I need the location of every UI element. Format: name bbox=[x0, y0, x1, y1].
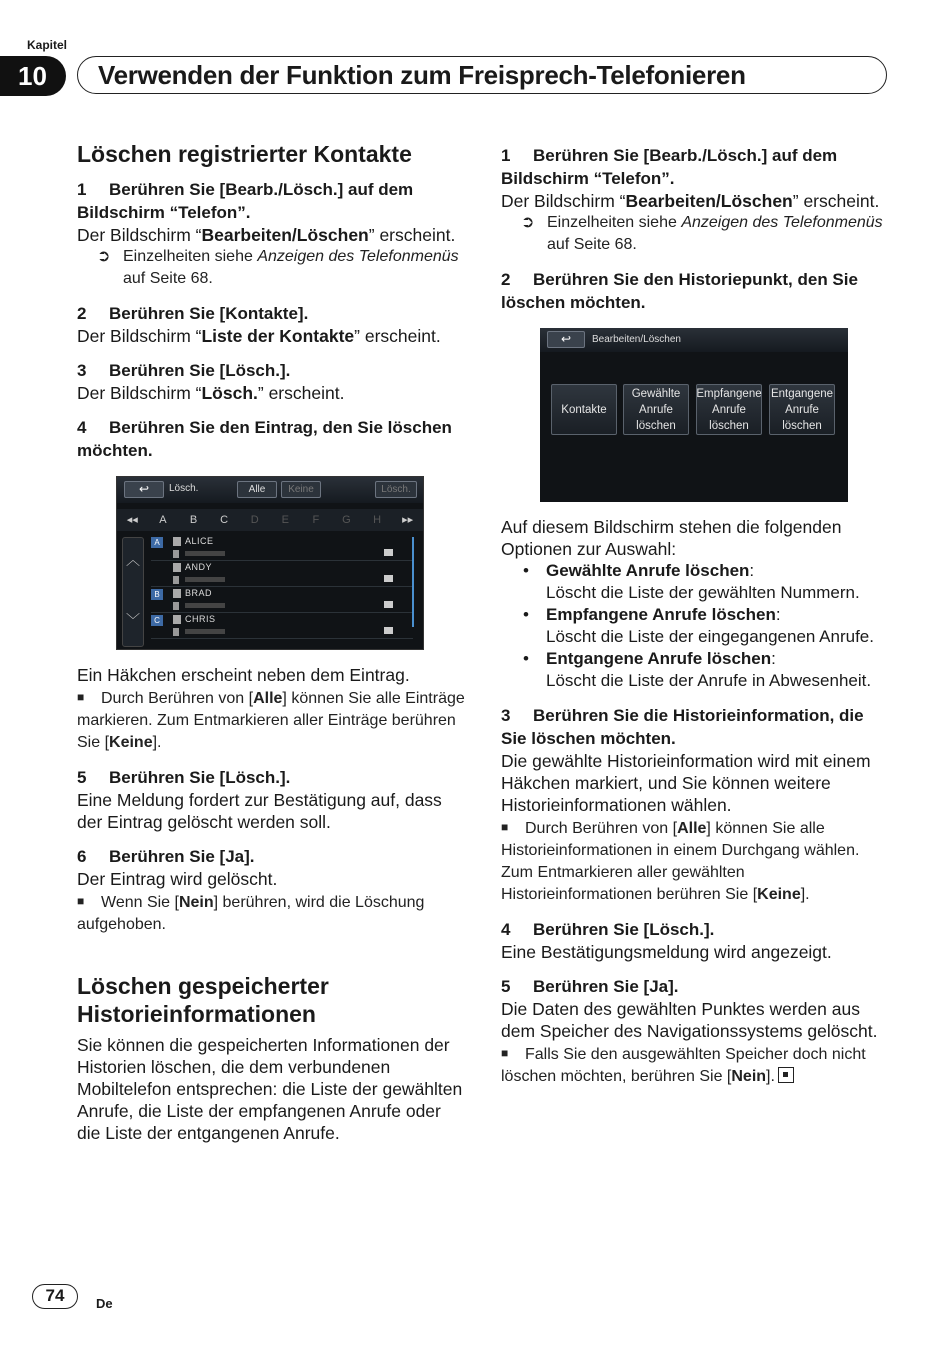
select-all-button: Alle bbox=[237, 481, 277, 498]
step-heading: 4 Berühren Sie den Eintrag, den Sie löschen möchten. bbox=[77, 418, 452, 460]
phone-icon bbox=[173, 550, 179, 558]
option-item: • Entgangene Anrufe löschen: bbox=[523, 649, 776, 668]
step-heading: 5 Berühren Sie [Ja]. bbox=[501, 977, 679, 996]
folder-icon bbox=[384, 601, 393, 608]
page-number: 74 bbox=[32, 1284, 78, 1309]
step-number: 1 bbox=[77, 180, 87, 199]
step-text: Der Bildschirm “Liste der Kontakte” erscheint. bbox=[77, 326, 441, 346]
person-icon bbox=[173, 615, 181, 624]
person-icon bbox=[173, 563, 181, 572]
list-item: ANDY bbox=[151, 561, 413, 587]
section-title-contacts: Löschen registrierter Kontakte bbox=[77, 141, 412, 167]
arrow-icon: ➲ bbox=[521, 214, 535, 231]
screen-toolbar bbox=[540, 328, 848, 352]
chapter-number-tab bbox=[0, 56, 66, 96]
end-mark-icon bbox=[778, 1067, 794, 1083]
section-text: Sie können die gespeicherten Informationen der Historien löschen, die dem verbundenen Mobiltelefon entsprechen: die Liste der gewählten Anrufe, die Liste der empfangenen Anrufe oder die Liste der entgangenen Anrufe. bbox=[77, 1035, 463, 1143]
step-heading: 4 Berühren Sie [Lösch.]. bbox=[501, 920, 715, 939]
square-bullet-icon: ■ bbox=[501, 820, 509, 834]
chapter-title: Verwenden der Funktion zum Freisprech-Telefonieren bbox=[98, 59, 746, 90]
result-text: Ein Häkchen erscheint neben dem Eintrag. bbox=[77, 665, 410, 685]
phone-icon bbox=[173, 628, 179, 636]
reference-note: ➲ Einzelheiten siehe Anzeigen des Telefonmenüs auf Seite 68. bbox=[521, 214, 883, 253]
step-text: Die Daten des gewählten Punktes werden aus dem Speicher des Navigationssystems gelöscht. bbox=[501, 999, 878, 1041]
hint-text: ■ Falls Sie den ausgewählten Speicher doch nicht löschen möchten, berühren Sie [Nein]. bbox=[501, 1042, 891, 1088]
option-desc: Löscht die Liste der eingegangenen Anrufe. bbox=[546, 627, 874, 646]
step-text: Die gewählte Historieinformation wird mit einem Häkchen markiert, und Sie können weitere Historieinformationen wählen. bbox=[501, 751, 871, 815]
step-title: Berühren Sie [Bearb./Lösch.] auf dem Bildschirm “Telefon”. bbox=[77, 180, 414, 222]
phone-icon bbox=[173, 576, 179, 584]
options-intro: Auf diesem Bildschirm stehen die folgenden Optionen zur Auswahl: bbox=[501, 517, 842, 559]
contacts-button: Kontakte bbox=[551, 384, 617, 435]
step-heading: 5 Berühren Sie [Lösch.]. bbox=[77, 768, 291, 787]
step-text: Der Bildschirm “Bearbeiten/Löschen” erscheint. bbox=[77, 225, 456, 245]
language-code: De bbox=[96, 1296, 113, 1311]
chevron-down-icon: ﹀ bbox=[126, 612, 140, 628]
left-column bbox=[77, 140, 465, 1144]
step-heading: 1 Berühren Sie [Bearb./Lösch.] auf dem Bildschirm “Telefon”. bbox=[501, 146, 838, 188]
option-item: • Gewählte Anrufe löschen: bbox=[523, 561, 755, 580]
edit-delete-screenshot bbox=[540, 328, 848, 502]
step-heading: 2 Berühren Sie den Historiepunkt, den Sie löschen möchten. bbox=[501, 270, 858, 312]
back-icon: ↩ bbox=[124, 481, 164, 498]
step-heading: 3 Berühren Sie die Historieinformation, die Sie löschen möchten. bbox=[501, 706, 864, 748]
screen-title: Bearbeiten/Löschen bbox=[592, 334, 681, 345]
scrollbar bbox=[412, 537, 414, 627]
folder-icon bbox=[384, 575, 393, 582]
folder-icon bbox=[384, 549, 393, 556]
list-item: B BRAD bbox=[151, 587, 413, 613]
step-heading: 2 Berühren Sie [Kontakte]. bbox=[77, 304, 309, 323]
option-desc: Löscht die Liste der Anrufe in Abwesenheit. bbox=[546, 671, 872, 690]
delete-missed-button: Entgangene Anrufe löschen bbox=[769, 384, 835, 435]
delete-contacts-screenshot bbox=[116, 476, 424, 650]
step-heading bbox=[77, 178, 465, 224]
delete-button: Lösch. bbox=[375, 481, 417, 498]
hint-text: ■ Durch Berühren von [Alle] können Sie alle Historieinformationen in einem Durchgang wählen. Zum Entmarkieren aller gewählten Historieinformationen berühren Sie [Keine]. bbox=[501, 816, 891, 906]
chapter-number: 10 bbox=[18, 60, 47, 91]
step-heading: 3 Berühren Sie [Lösch.]. bbox=[77, 361, 291, 380]
delete-received-button: Empfangene Anrufe löschen bbox=[696, 384, 762, 435]
list-item: A ALICE bbox=[151, 535, 413, 561]
option-desc: Löscht die Liste der gewählten Nummern. bbox=[546, 583, 860, 602]
step-text: Eine Meldung fordert zur Bestätigung auf, dass der Eintrag gelöscht werden soll. bbox=[77, 790, 442, 832]
next-icon: ▸▸ bbox=[402, 514, 414, 526]
step-text: Der Eintrag wird gelöscht. bbox=[77, 869, 278, 889]
list-item: C CHRIS bbox=[151, 613, 413, 639]
step-text: Der Bildschirm “Bearbeiten/Löschen” erscheint. bbox=[501, 191, 880, 211]
chevron-up-icon: ︿ bbox=[126, 552, 140, 568]
option-item: • Empfangene Anrufe löschen: bbox=[523, 605, 781, 624]
square-bullet-icon: ■ bbox=[77, 894, 85, 908]
prev-icon: ◂◂ bbox=[126, 514, 138, 526]
phone-icon bbox=[173, 602, 179, 610]
reference-note: ➲ Einzelheiten siehe Anzeigen des Telefonmenüs auf Seite 68. bbox=[97, 248, 459, 287]
step-heading: 6 Berühren Sie [Ja]. bbox=[77, 847, 255, 866]
right-column bbox=[501, 144, 891, 1088]
person-icon bbox=[173, 589, 181, 598]
folder-icon bbox=[384, 627, 393, 634]
person-icon bbox=[173, 537, 181, 546]
select-none-button: Keine bbox=[281, 481, 321, 498]
screen-title: Lösch. bbox=[169, 483, 199, 494]
hint-text: ■ Durch Berühren von [Alle] können Sie alle Einträge markieren. Zum Entmarkieren aller Einträge berühren Sie [Keine]. bbox=[77, 686, 465, 754]
chapter-label: Kapitel bbox=[27, 38, 68, 52]
chapter-title-box bbox=[77, 56, 887, 94]
hint-text: ■ Wenn Sie [Nein] berühren, wird die Löschung aufgehoben. bbox=[77, 890, 465, 936]
square-bullet-icon: ■ bbox=[77, 690, 85, 704]
step-text: Der Bildschirm “Lösch.” erscheint. bbox=[77, 383, 345, 403]
arrow-icon: ➲ bbox=[97, 248, 111, 265]
step-text: Eine Bestätigungsmeldung wird angezeigt. bbox=[501, 942, 832, 962]
alphabet-bar: ◂◂ A B C D E F G H ▸▸ bbox=[117, 509, 423, 531]
section-title-history: Löschen gespeicherter Historieinformationen bbox=[77, 973, 329, 1027]
square-bullet-icon: ■ bbox=[501, 1046, 509, 1060]
back-icon: ↩ bbox=[547, 331, 585, 348]
delete-dialed-button: Gewählte Anrufe löschen bbox=[623, 384, 689, 435]
scroll-control bbox=[122, 537, 144, 647]
